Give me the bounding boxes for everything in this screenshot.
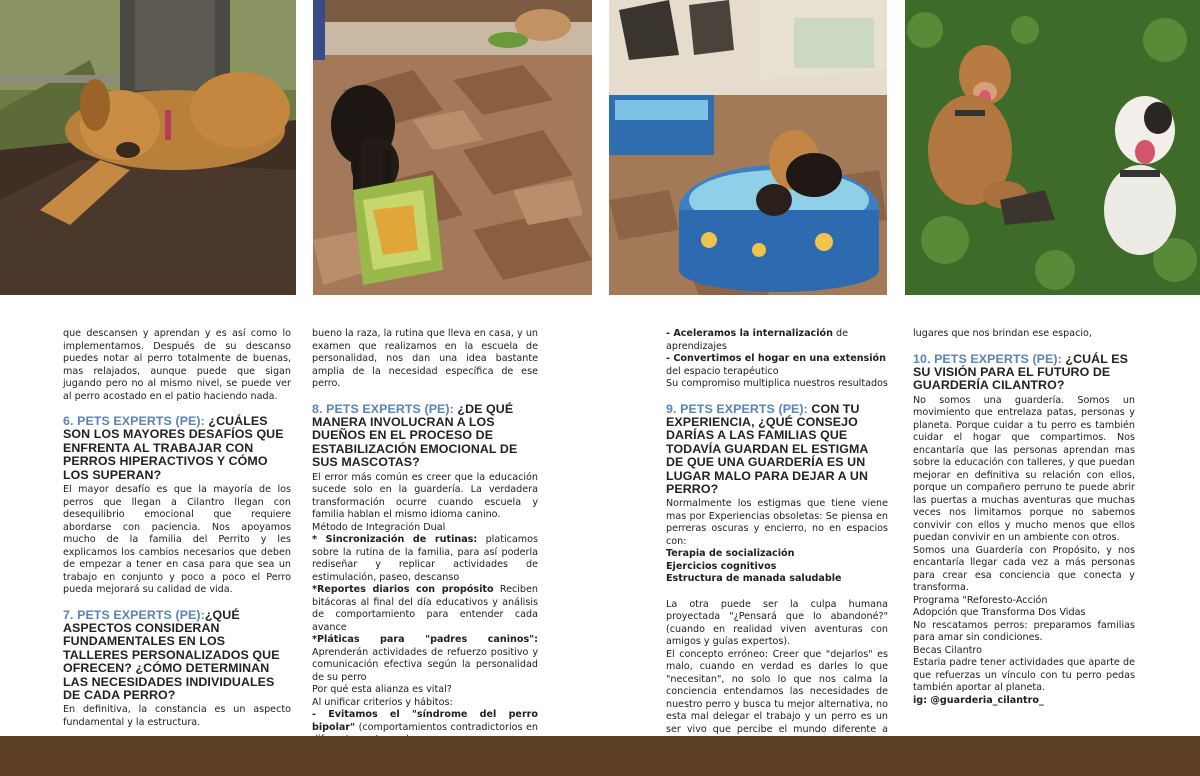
question-brand: 8. PETS EXPERTS (PE): [312, 401, 454, 416]
bullet-text: Aprenderán actividades de refuerzo positivo y comunicación efectiva según la personalidad de su perro [312, 646, 538, 683]
question-brand: 9. PETS EXPERTS (PE): [666, 401, 808, 416]
paragraph: El concepto erróneo: Creer que "dejarlos" es malo, cuando en verdad es darles lo que "necesitan", no solo lo que nos calma la conciencia entendamos las necesidades de nuestro perro y busca tu mejor alternativa, no esta mal delegar el trabajo y un perro es un ser vivo que percibe el mundo diferente a [666, 648, 888, 735]
question-brand: 6. PETS EXPERTS (PE): [63, 414, 205, 428]
question-7-heading [63, 609, 291, 703]
bullet-text: Reciben bitácoras al final del día educativos y análisis de comportamiento para entender cada avance [312, 584, 538, 633]
answer-8: El error más común es creer que la educación sucede solo en la guardería. La verdadera transformación ocurre cuando escuela y familia hablan el mismo idioma canino. [312, 471, 538, 521]
list-item: Ejercicios cognitivos [666, 560, 777, 572]
question-brand: 7. PETS EXPERTS (PE): [63, 607, 205, 622]
line: No rescatamos perros: preparamos familias para amar sin condiciones. [913, 619, 1135, 644]
instagram-handle: ig: @guarderia_cilantro_ [913, 694, 1044, 706]
paragraph: La otra puede ser la culpa humana proyectada "¿Pensará que lo abandoné?" (cuando en realidad viven aventuras con amigos y guías expertos). [666, 598, 888, 648]
photo-dog-snuffle-mat [313, 0, 592, 295]
paragraph: bueno la raza, la rutina que lleva en casa, y un examen que realizamos en la escuela de personalidad, nos dan una idea bastante amplia de la necesidad específica de ese perro. [312, 328, 538, 389]
bullet-label: * Sincronización de rutinas: [312, 534, 478, 546]
column-2 [312, 328, 538, 747]
list-label: - Aceleramos la internalización [666, 328, 833, 339]
list-item: Estructura de manada saludable [666, 573, 842, 585]
photo-two-happy-dogs [905, 0, 1200, 295]
line: Estaria padre tener actividades que aparte de que refuerzas un vínculo con tu perro pedas también aportar al planeta. [913, 657, 1135, 694]
question-text: ¿CUÁL ES SU VISIÓN PARA EL FUTURO DE GUARDERÍA CILANTRO? [913, 351, 1128, 393]
photo-dogs-in-pool [609, 0, 887, 295]
line: Por qué esta alianza es vital? [312, 684, 452, 696]
question-6-heading [63, 415, 291, 482]
bullet-text: (comportamientos contradictorios en [358, 721, 538, 733]
answer-9: Normalmente los estigmas que tiene viene mas por Experiencias obsoletas: Se piensa en perreras oscuras y encierro, no en espacios con: [666, 498, 888, 547]
bullet-item [312, 584, 538, 634]
question-8-heading [312, 403, 538, 470]
list-text: de aprendizajes [666, 328, 849, 352]
question-text: ¿QUÉ ASPECTOS CONSIDERAN FUNDAMENTALES EN LOS TALLERES PERSONALIZADOS QUE OFRECEN? ¿CÓMO DETERMINAN LAS NECESIDADES INDIVIDUALES DE CADA PERRO? [63, 607, 280, 702]
column-1 [63, 328, 291, 729]
bullet-label: - Evitamos el "síndrome del perro bipolar" [312, 709, 538, 733]
paragraph: Somos una Guardería con Propósito, y nos encantaría llegar cada vez a más personas para crear esa conciencia que conecta y transforma. [913, 544, 1135, 594]
question-10-heading [913, 353, 1135, 393]
question-text: ¿DE QUÉ MANERA INVOLUCRAN A LOS DUEÑOS EN EL PROCESO DE ESTABILIZACIÓN EMOCIONAL DE SUS MASCOTAS? [312, 401, 518, 470]
question-brand: 10. PETS EXPERTS (PE): [913, 351, 1062, 366]
line: Al unificar criterios y hábitos: [312, 696, 453, 708]
bullet-label: *Pláticas para "padres caninos": [312, 634, 538, 646]
line: Programa "Reforesto-Acción [913, 594, 1048, 606]
photo-golden-retriever [0, 0, 296, 295]
footer-bar [0, 736, 1200, 776]
bullet-item [312, 534, 538, 584]
answer-10: No somos una guardería. Somos un movimiento que entrelaza patas, personas y planeta. Porque cuidar a tu perro es también cuidar el hogar que compartimos. Nos encantaría que las personas aprendan mas sobre la educación con talleres, y que puedan mejorar en definitiva su relación con ellos, porque un compañero perruno te puede abrir las puertas a muchas aventuras que muchas veces nos limitamos porque no sabemos convivir con ellos y mucho menos que ellos puedan convivir en un ambiente con otros. [913, 394, 1135, 544]
paragraph: que descansen y aprendan y es así como lo implementamos. Después de su descanso puedes notar al perro totalmente de buenas, mas relajados, aunque puede que sigan jugando pero no al mismo nivel, se puede ver al perro acostado en el patio haciendo nada. [63, 328, 291, 402]
answer-6: El mayor desafío es que la mayoría de los perros que llegan a Cilantro llegan con desequilibrio emocional que requiere abordarse con paciencia. Nos apoyamos mucho de la familia del Perrito y les explicamos los cambios necesarios que deben de empezar a tener en casa para que sea un trabajo en conjunto y poco a poco el Perro pueda mejorará su calidad de vida. [63, 484, 291, 596]
answer-7: En definitiva, la constancia es un aspecto fundamental y la estructura. [63, 704, 291, 728]
list-text: del espacio terapéutico [666, 365, 779, 377]
line: Adopción que Transforma Dos Vidas [913, 607, 1086, 619]
bullet-label: *Reportes diarios con propósito [312, 584, 494, 596]
bullet-text: platicamos sobre la rutina de la familia, para así poderla rediseñar y replicar actividades de estimulación, paseo, descanso [312, 534, 538, 583]
list-item [666, 353, 888, 378]
method-title: Método de Integración Dual [312, 521, 446, 533]
list-item: Terapia de socialización [666, 548, 795, 560]
line: Becas Cilantro [913, 644, 983, 656]
question-9-heading [666, 403, 888, 497]
question-text: ¿CUÁLES SON LOS MAYORES DESAFÍOS QUE ENFRENTA AL TRABAJAR CON PERROS HIPERACTIVOS Y CÓMO LOS SUPERAN? [63, 414, 284, 482]
list-item [666, 328, 888, 353]
paragraph: lugares que nos brindan ese espacio, [913, 328, 1092, 339]
line: Su compromiso multiplica nuestros resultados [666, 378, 888, 389]
list-label: - Convertimos el hogar en una extensión [666, 353, 886, 364]
column-3 [666, 328, 888, 749]
bullet-item [312, 634, 538, 684]
photo-text-gutter [0, 295, 1200, 323]
question-text: CON TU EXPERIENCIA, ¿QUÉ CONSEJO DARÍAS A LAS FAMILIAS QUE TODAVÍA GUARDAN EL ESTIGMA DE QUE UNA GUARDERÍA ES UN LUGAR MALO PARA DEJAR A UN PERRO? [666, 401, 869, 496]
column-4 [913, 328, 1135, 707]
